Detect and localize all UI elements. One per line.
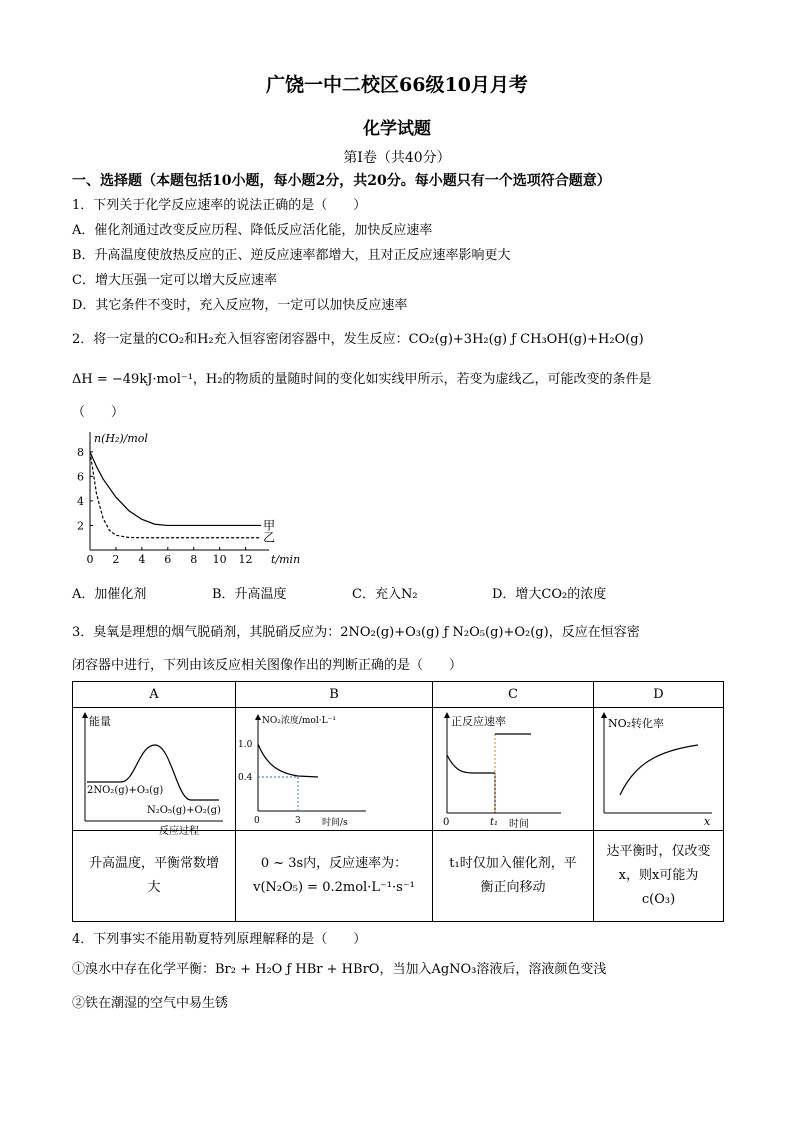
q2-stem-line3: （ ） — [72, 405, 125, 420]
graph-c-ylabel: 正反应速率 — [451, 715, 506, 728]
h2-series-label: 乙 — [263, 530, 276, 545]
graph-c-tick-0: 0 — [443, 817, 450, 828]
q3-graph-c-cell — [433, 708, 594, 831]
q4-item-2: ②铁在潮湿的空气中易生锈 — [72, 996, 229, 1011]
q3-options-table — [72, 681, 724, 922]
q3-statement-a-line2: 大 — [147, 880, 161, 895]
q4-stem: 4．下列事实不能用勒夏特列原理解释的是（ ） — [72, 932, 367, 947]
h2-series-label: 甲 — [263, 518, 276, 533]
graph-b-tick-0: 0 — [254, 816, 260, 826]
q3-statement-d-line2: x，则x可能为 — [618, 868, 699, 883]
h2-y-tick-label: 8 — [77, 445, 84, 459]
q2-stem-line1: 2．将一定量的CO₂和H₂充入恒容密闭容器中，发生反应：CO₂(g)+3H₂(g) ƒ CH₃OH(g)+H₂O(g) — [72, 332, 644, 347]
graph-c-xlabel: 时间 — [509, 819, 529, 830]
q1-option-b: B．升高温度使放热反应的正、逆反应速率都增大，且对正反应速率影响更大 — [72, 248, 511, 263]
q1-stem: 1．下列关于化学反应速率的说法正确的是（ ） — [72, 198, 367, 213]
h2-x-tick-label: 4 — [138, 553, 146, 566]
h2-y-tick-label: 4 — [77, 494, 84, 508]
h2-x-tick-label: 8 — [190, 553, 198, 566]
q3-graph-a — [73, 709, 233, 837]
q2-stem-line2: ΔH = −49kJ·mol⁻¹，H₂的物质的量随时间的变化如实线甲所示，若变为虚线乙，可能改变的条件是 — [72, 372, 652, 387]
q3-statement-b-line2: v(N₂O₅) = 0.2mol·L⁻¹·s⁻¹ — [253, 880, 415, 895]
q3-stem-line2: 闭容器中进行，下列由该反应相关图像作出的判断正确的是（ ） — [72, 658, 463, 673]
q3-graph-b-cell — [236, 708, 433, 831]
q3-statement-c-line2: 衡正向移动 — [480, 880, 546, 895]
h2-y-tick-label: 6 — [77, 470, 84, 484]
graph-d-ylabel: NO₂转化率 — [608, 717, 665, 730]
q3-header-a: A — [73, 682, 236, 708]
q2-option-b: B．升高温度 — [212, 587, 287, 602]
graph-b-curve — [258, 744, 318, 777]
q2-h2-chart — [66, 428, 301, 566]
q3-statement-d — [594, 831, 724, 922]
q3-graph-a-cell — [73, 708, 236, 837]
q3-graph-b — [236, 709, 386, 829]
h2-x-tick-label: 12 — [238, 553, 253, 566]
h2-ylabel: n(H₂)/mol — [94, 432, 148, 445]
h2-series-yi — [90, 452, 261, 538]
h2-x-tick-label: 2 — [112, 553, 120, 566]
exam-title: 广饶一中二校区66级10月月考 — [266, 74, 528, 96]
q3-graph-c — [433, 709, 573, 829]
graph-c-t1: t₁ — [490, 817, 499, 828]
graph-a-products: N₂O₅(g)+O₂(g) — [147, 805, 221, 816]
graph-a-ylabel: 能量 — [89, 715, 111, 728]
q3-statement-a — [73, 831, 236, 922]
graph-b-xlabel: 时间/s — [322, 818, 348, 828]
q3-statement-c — [433, 831, 594, 922]
q3-statement-a-line1: 升高温度，平衡常数增 — [88, 856, 219, 871]
graph-b-tick-0.4: 0.4 — [238, 773, 253, 783]
graph-b-tick-3: 3 — [295, 816, 301, 826]
graph-b-ylabel: NO₂浓度/mol·L⁻¹ — [262, 716, 336, 726]
q2-option-a: A．加催化剂 — [72, 587, 147, 602]
section-heading: 一、选择题（本题包括10小题，每小题2分，共20分。每小题只有一个选项符合题意） — [72, 173, 611, 189]
graph-a-xlabel: 反应过程 — [159, 826, 199, 837]
q3-header-c: C — [433, 682, 594, 708]
h2-series-jia — [90, 452, 261, 526]
q3-stem-line1: 3．臭氧是理想的烟气脱硝剂，其脱硝反应为：2NO₂(g)+O₃(g) ƒ N₂O₅(g)+O₂(g)，反应在恒容密 — [72, 625, 640, 640]
part-heading: 第Ⅰ卷（共40分） — [343, 150, 451, 166]
graph-d-curve — [620, 745, 698, 795]
q1-option-d: D．其它条件不变时，充入反应物，一定可以加快反应速率 — [72, 298, 408, 313]
exam-subtitle: 化学试题 — [363, 119, 431, 139]
graph-d-xlabel: x — [704, 815, 711, 828]
q3-graph-d-cell — [594, 708, 724, 831]
q1-option-a: A．催化剂通过改变反应历程、降低反应活化能，加快反应速率 — [72, 223, 433, 238]
q3-header-d: D — [594, 682, 724, 708]
h2-y-tick-label: 2 — [77, 519, 84, 533]
q3-header-b: B — [236, 682, 433, 708]
q3-graph-d — [594, 709, 719, 829]
graph-c-curve-before — [447, 755, 495, 773]
q4-item-1: ①溴水中存在化学平衡：Br₂ + H₂O ƒ HBr + HBrO，当加入AgNO₃溶液后，溶液颜色变浅 — [72, 962, 607, 977]
q1-option-c: C．增大压强一定可以增大反应速率 — [72, 273, 277, 288]
graph-b-tick-1.0: 1.0 — [238, 740, 253, 750]
q2-option-c: C．充入N₂ — [352, 587, 418, 602]
q3-statement-b-line1: 0 ~ 3s内，反应速率为： — [260, 856, 408, 871]
h2-x-tick-label: 0 — [86, 553, 94, 566]
q3-statement-d-line1: 达平衡时，仅改变 — [606, 844, 711, 859]
h2-x-tick-label: 6 — [164, 553, 172, 566]
q2-option-d: D．增大CO₂的浓度 — [492, 587, 607, 602]
q3-statement-c-line1: t₁时仅加入催化剂，平 — [449, 856, 577, 871]
graph-a-reactants: 2NO₂(g)+O₃(g) — [87, 785, 164, 796]
q3-statement-d-line3: c(O₃) — [641, 892, 676, 907]
q3-statement-b — [236, 831, 433, 922]
h2-xlabel: t/min — [271, 553, 301, 566]
h2-x-tick-label: 10 — [212, 553, 227, 566]
